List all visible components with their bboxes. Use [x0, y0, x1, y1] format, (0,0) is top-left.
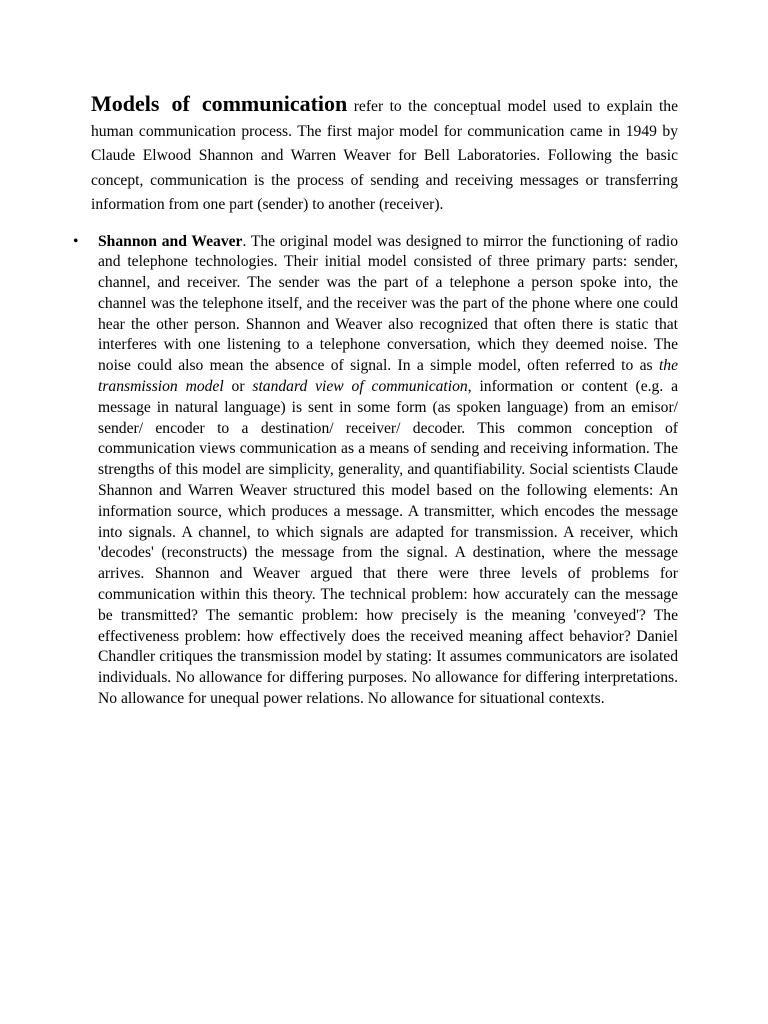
section-text-part2: , information or content (e.g. a message in natural language) is sent in some form (as spoken language) from an emisor/ sender/ encoder to a destination/ receiver/ decoder. This common conception of communication views communication as a means of sending and receiving information. The strengths of this model are simplicity, generality, and quantifiability. Social scientists Claude Shannon and Warren Weaver structured this model based on the following elements: An information source, which produces a message. A transmitter, which encodes the message into signals. A channel, to which signals are adapted for transmission. A receiver, which 'decodes' (reconstructs) the message from the signal. A destination, where the message arrives. Shannon and Weaver argued that there were three levels of problems for communication within this theory. The technical problem: how accurately can the message be transmitted? The semantic problem: how precisely is the meaning 'conveyed'? The effectiveness problem: how effectively does the received meaning affect behavior? Daniel Chandler critiques the transmission model by stating: It assumes communicators are isolated individuals. No allowance for differing purposes. No allowance for differing interpretations. No allowance for unequal power relations. No allowance for situational contexts.	[98, 378, 678, 708]
bullet-marker: •	[73, 232, 79, 250]
intro-heading: Models of communication	[91, 91, 348, 116]
bullet-list	[73, 232, 678, 710]
section-text-part1: . The original model was designed to mirror the functioning of radio and telephone technologies. Their initial model consisted of three primary parts: sender, channel, and receiver. The sender was the part of a telephone a person spoke into, the channel was the telephone itself, and the receiver was the part of the phone where one could hear the other person. Shannon and Weaver also recognized that often there is static that interferes with one listening to a telephone conversation, which they deemed noise. The noise could also mean the absence of signal. In a simple model, often referred to as	[98, 232, 678, 375]
term-transmission-model: the transmission model	[98, 357, 678, 396]
intro-paragraph	[91, 92, 678, 218]
intro-text: refer to the conceptual model used to explain the human communication process. The first major model for communication came in 1949 by Claude Elwood Shannon and Warren Weaver for Bell Laboratories. Following the basic concept, communication is the process of sending and receiving messages or transferring information from one part (sender) to another (receiver).	[91, 98, 678, 213]
section-text-or: or	[223, 378, 253, 396]
list-item	[73, 232, 678, 710]
shannon-weaver-paragraph	[98, 232, 678, 710]
term-standard-view: standard view of communication	[252, 378, 468, 396]
section-lead: Shannon and Weaver	[98, 232, 243, 250]
